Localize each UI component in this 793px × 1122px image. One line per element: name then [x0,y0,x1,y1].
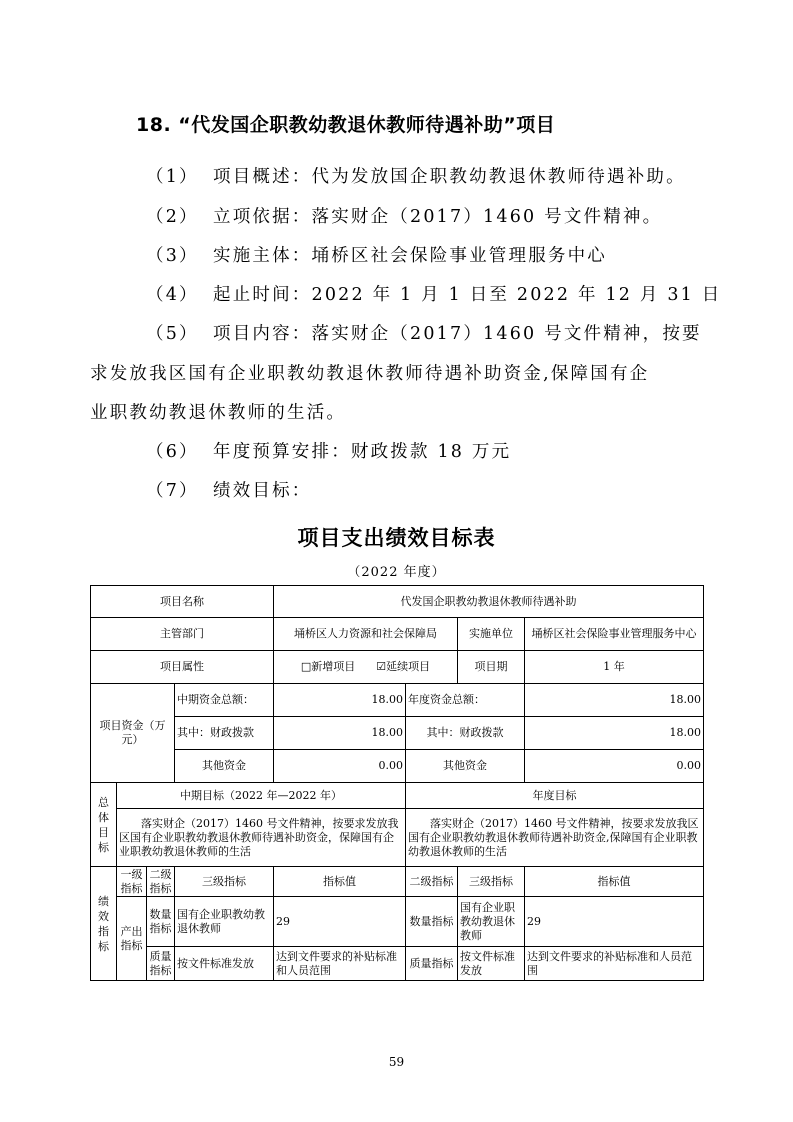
table-subtitle: （2022 年度） [347,565,446,580]
perf-indicator-label [91,867,117,981]
qty-indicator-label-year: 数量指标 [406,897,458,947]
qty-indicator-value-year: 29 [525,897,704,947]
period-label: 项目期 [458,651,525,684]
mid-total-label: 中期资金总额： [175,684,274,717]
dept-label: 主管部门 [91,618,274,651]
impl-label: 实施单位 [458,618,525,651]
impl-value: 埇桥区社会保险事业管理服务中心 [525,618,704,651]
mid-other-label: 其他资金 [175,750,274,783]
overall-goal-label-text: 总体目标 [98,795,109,854]
project-name-value: 代发国企职教幼教退休教师待遇补助 [274,586,704,618]
attr-label: 项目属性 [91,651,274,684]
header-value-year: 指标值 [525,867,704,897]
qty-indicator-value: 29 [274,897,406,947]
qual-indicator-value: 达到文件要求的补贴标准和人员范围 [274,947,406,981]
item-6-number: （6） [146,442,199,462]
performance-table [90,585,704,981]
header-value: 指标值 [274,867,406,897]
mid-fiscal-label: 其中：财政拨款 [175,717,274,750]
project-name-label: 项目名称 [91,586,274,618]
qual-indicator-name: 按文件标准发放 [175,947,274,981]
year-goal-header: 年度目标 [406,783,704,809]
dept-value: 埇桥区人力资源和社会保障局 [274,618,458,651]
year-other-label: 其他资金 [406,750,525,783]
mid-goal-header: 中期目标（2022 年—2022 年） [117,783,406,809]
project-heading: 18. “代发国企职教幼教退休教师待遇补助”项目 [136,114,556,136]
header-level3: 三级指标 [175,867,274,897]
output-indicator-label: 产出指标 [117,897,147,981]
period-value: 1 年 [525,651,704,684]
item-3-number: （3） [146,246,199,266]
perf-indicator-label-text: 绩效指标 [98,894,109,953]
qual-indicator-value-year: 达到文件要求的补贴标准和人员范围 [525,947,704,981]
mid-other-value: 0.00 [274,750,406,783]
qty-indicator-name-year: 国有企业职教幼教退休教师 [458,897,525,947]
item-5-continuation-1: 求发放我区国有企业职教幼教退休教师待遇补助资金,保障国有企 [90,364,650,384]
year-total-label: 年度资金总额： [406,684,525,717]
mid-total-value: 18.00 [274,684,406,717]
year-fiscal-value: 18.00 [525,717,704,750]
mid-goal-text: 落实财企（2017）1460 号文件精神，按要求发放我区国有企业职教幼教退休教师待遇补助资金，保障国有企业职教幼教退休教师的生活 [117,809,406,867]
fund-label-text: 项目资金（万元） [99,719,166,746]
header-level2-year: 二级指标 [406,867,458,897]
year-other-value: 0.00 [525,750,704,783]
item-3-text: 实施主体：埇桥区社会保险事业管理服务中心 [213,246,607,266]
item-2-text: 立项依据：落实财企（2017）1460 号文件精神。 [213,207,663,227]
item-1-number: （1） [146,167,199,187]
fund-label [91,684,175,783]
header-level3-year: 三级指标 [458,867,525,897]
attr-new-checkbox: □新增项目 [300,660,356,673]
item-5-number: （5） [146,324,199,344]
qual-indicator-name-year: 按文件标准发放 [458,947,525,981]
item-6-text: 年度预算安排：财政拨款 18 万元 [213,442,512,462]
item-4-number: （4） [146,285,199,305]
item-5-text: 项目内容：落实财企（2017）1460 号文件精神，按要 [213,324,702,344]
item-7-text: 绩效目标： [213,481,312,501]
qty-indicator-name: 国有企业职教幼教退休教师 [175,897,274,947]
qual-indicator-label: 质量指标 [147,947,175,981]
item-1-text: 项目概述：代为发放国企职教幼教退休教师待遇补助。 [213,167,686,187]
item-2-number: （2） [146,207,199,227]
item-7-number: （7） [146,481,199,501]
table-title: 项目支出绩效目标表 [297,526,496,550]
attr-value [274,651,458,684]
attr-continued-checkbox: ☑延续项目 [376,660,431,673]
qual-indicator-label-year: 质量指标 [406,947,458,981]
year-goal-text: 落实财企（2017）1460 号文件精神，按要求发放我区国有企业职教幼教退休教师待遇补助资金,保障国有企业职教幼教退休教师的生活 [406,809,704,867]
header-level2: 二级指标 [147,867,175,897]
page-number: 59 [388,1055,405,1069]
overall-goal-label [91,783,117,867]
year-total-value: 18.00 [525,684,704,717]
qty-indicator-label: 数量指标 [147,897,175,947]
item-5-continuation-2: 业职教幼教退休教师的生活。 [90,403,347,423]
mid-fiscal-value: 18.00 [274,717,406,750]
year-fiscal-label: 其中：财政拨款 [406,717,525,750]
item-4-text: 起止时间：2022 年 1 月 1 日至 2022 年 12 月 31 日 [213,285,722,305]
header-level1: 一级指标 [117,867,147,897]
